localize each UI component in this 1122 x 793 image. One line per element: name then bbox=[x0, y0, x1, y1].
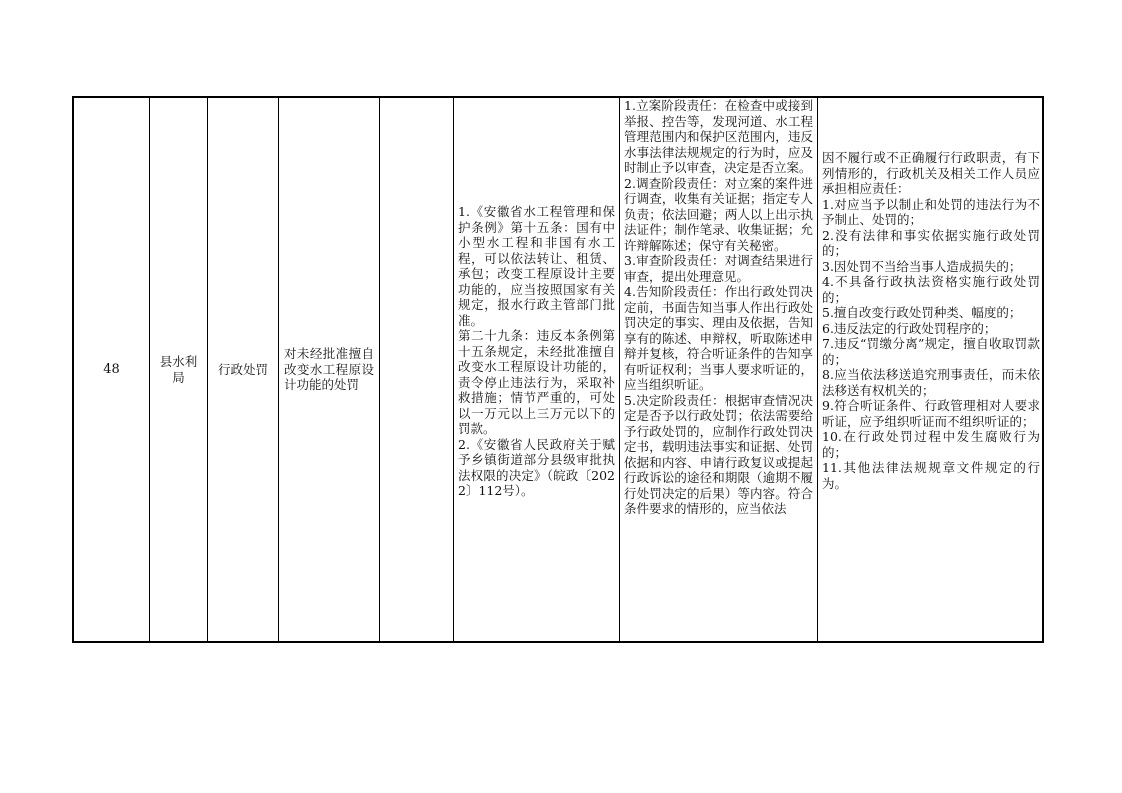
responsibility-paragraph: 3.审查阶段责任：对调查结果进行审查，提出处理意见。 bbox=[624, 253, 813, 284]
number-cell bbox=[74, 98, 150, 641]
department-name: 县水利局 bbox=[159, 354, 198, 385]
responsibility-text bbox=[620, 98, 817, 517]
accountability-paragraph: 11.其他法律法规规章文件规定的行为。 bbox=[822, 460, 1040, 491]
accountability-cell bbox=[818, 98, 1044, 641]
department-cell bbox=[150, 98, 208, 641]
accountability-paragraph: 6.违反法定的行政处罚程序的； bbox=[822, 320, 997, 336]
accountability-paragraph: 因不履行或不正确履行行政职责，有下列情形的，行政机关及相关工作人员应承担相应责任： bbox=[822, 150, 1040, 196]
accountability-paragraph: 3.因处罚不当给当事人造成损失的； bbox=[822, 258, 1022, 274]
legal-basis-paragraph: 第二十九条：违反本条例第十五条规定，未经批准擅自改变水工程原设计功能的，责令停止违法行为，采取补救措施；情节严重的，可处以一万元以上三万元以下的罚款。 bbox=[458, 328, 615, 436]
accountability-text bbox=[818, 150, 1044, 491]
row-number: 48 bbox=[103, 361, 120, 377]
responsibility-paragraph: 2.调查阶段责任：对立案的案件进行调查，收集有关证据；指定专人负责；依法回避；两人以上出示执法证件；制作笔录、收集证据；允许辩解陈述；保守有关秘密。 bbox=[624, 175, 813, 253]
legal-basis-paragraph: 1.《安徽省水工程管理和保护条例》第十五条：国有中小型水工程和非国有水工程，可以依法转让、租赁、承包；改变工程原设计主要功能的，应当按照国家有关规定，报水行政主管部门批准。 bbox=[458, 204, 615, 328]
power-type-cell bbox=[208, 98, 279, 641]
sub-item-name bbox=[380, 98, 453, 641]
responsibility-cell bbox=[620, 98, 818, 641]
responsibility-paragraph: 4.告知阶段责任：作出行政处罚决定前，书面告知当事人作出行政处罚决定的事实、理由及依据，告知享有的陈述、申辩权，听取陈述申辩并复核，符合听证条件的告知享有听证权利；当事人要求听证的，应当组织听证。 bbox=[624, 284, 813, 392]
responsibility-paragraph: 1.立案阶段责任：在检查中或接到举报、控告等，发现河道、水工程管理范围内和保护区范围内，违反水事法律法规规定的行为时，应及时制止予以审查，决定是否立案。 bbox=[624, 98, 813, 175]
power-type: 行政处罚 bbox=[217, 361, 268, 377]
legal-basis-text bbox=[454, 204, 619, 499]
accountability-paragraph: 2.没有法律和事实依据实施行政处罚的； bbox=[822, 227, 1040, 258]
accountability-paragraph: 1.对应当予以制止和处罚的违法行为不予制止、处罚的； bbox=[822, 196, 1040, 227]
sub-item-cell bbox=[380, 98, 454, 641]
accountability-paragraph: 9.符合听证条件、行政管理相对人要求听证，应予组织听证而不组织听证的； bbox=[822, 398, 1040, 429]
power-list-table bbox=[72, 96, 1044, 643]
legal-basis-cell bbox=[454, 98, 620, 641]
accountability-paragraph: 7.违反“罚缴分离”规定，擅自收取罚款的； bbox=[822, 336, 1040, 367]
accountability-paragraph: 4.不具备行政执法资格实施行政处罚的； bbox=[822, 274, 1040, 305]
legal-basis-paragraph: 2.《安徽省人民政府关于赋予乡镇街道部分县级审批执法权限的决定》（皖政〔2022〕112号）。 bbox=[458, 436, 615, 498]
responsibility-paragraph: 5.决定阶段责任：根据审查情况决定是否予以行政处罚；依法需要给予行政处罚的，应制作行政处罚决定书，载明违法事实和证据、处罚依据和内容、申请行政复议或提起行政诉讼的途径和期限（逾期不履行处罚决定的后果）等内容。符合条件要求的情形的，应当依法 bbox=[624, 392, 813, 516]
accountability-paragraph: 10.在行政处罚过程中发生腐败行为的； bbox=[822, 429, 1040, 460]
item-name-cell bbox=[279, 98, 380, 641]
item-name: 对未经批准擅自改变水工程原设计功能的处罚 bbox=[284, 346, 374, 393]
accountability-paragraph: 8.应当依法移送追究刑事责任，而未依法移送有权机关的； bbox=[822, 367, 1040, 398]
accountability-paragraph: 5.擅自改变行政处罚种类、幅度的； bbox=[822, 305, 1022, 320]
